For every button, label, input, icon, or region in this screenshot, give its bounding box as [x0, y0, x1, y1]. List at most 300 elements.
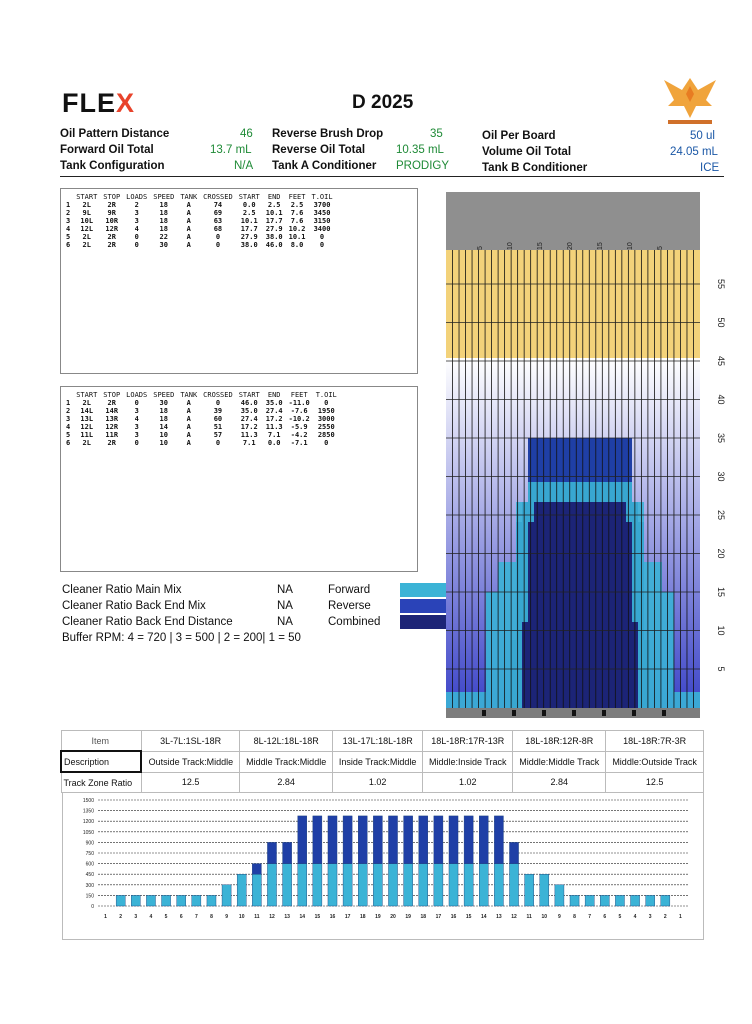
table-cell: 2R: [107, 241, 116, 249]
table-cell: 3: [134, 431, 139, 439]
table-row: [63, 217, 336, 225]
forward-table-box: [60, 188, 418, 374]
x-tick-label: 15: [465, 914, 472, 920]
distance-label: 5: [716, 666, 726, 672]
table-cell: 10: [159, 431, 168, 439]
tank-a-label: Tank A Conditioner: [272, 160, 377, 172]
table-cell: 1: [66, 201, 71, 209]
chart-bar-series-0: [631, 895, 640, 906]
table-cell: 2: [66, 407, 71, 415]
table-cell: 5: [66, 233, 71, 241]
table-cell: 35.0: [240, 407, 258, 415]
table-cell: 2L: [82, 399, 91, 407]
table-row: [63, 225, 336, 233]
reverse-oil-value: 10.35 mL: [396, 144, 444, 156]
table-row: [63, 241, 336, 249]
table-cell: 17.2: [265, 415, 283, 423]
table-cell: 3: [66, 415, 71, 423]
chart-bar-series-0: [615, 895, 624, 906]
table-header: LOADS: [126, 391, 148, 399]
chart-bar-series-1: [267, 842, 276, 863]
dot-marker: [632, 710, 636, 716]
unoiled-backend-area: [446, 250, 700, 358]
oil-per-board-label: Oil Per Board: [482, 130, 556, 142]
zone-range: 18L-18R:17R-13R: [423, 731, 513, 752]
x-tick-label: 14: [480, 914, 487, 920]
chart-bar-series-0: [419, 864, 428, 906]
table-row: [63, 201, 336, 209]
table-cell: 10.1: [265, 209, 283, 217]
volume-oil-label: Volume Oil Total: [482, 146, 572, 158]
x-tick-label: 5: [164, 914, 168, 920]
table-cell: 27.4: [265, 407, 283, 415]
distance-label: 30: [716, 471, 726, 482]
zone-description: Middle:Inside Track: [423, 751, 513, 772]
volume-oil-value: 24.05 mL: [670, 146, 718, 158]
chart-bar-series-0: [177, 895, 186, 906]
chart-bar-series-0: [192, 895, 201, 906]
x-tick-label: 3: [648, 914, 652, 920]
table-cell: 2R: [107, 201, 116, 209]
table-cell: 2.5: [267, 201, 281, 209]
table-cell: A: [186, 415, 191, 423]
y-tick-label: 1350: [82, 808, 94, 815]
tank-b-value: ICE: [700, 162, 720, 174]
chart-frame: [63, 793, 704, 940]
table-cell: 7.6: [290, 217, 304, 225]
chart-bar-series-1: [494, 816, 503, 864]
table-header: START: [76, 391, 98, 399]
zone-description: Inside Track:Middle: [333, 751, 423, 772]
table-row: [63, 399, 340, 407]
table-cell: A: [186, 431, 191, 439]
x-tick-label: 19: [405, 914, 411, 920]
chart-bar-series-0: [540, 874, 549, 906]
x-tick-label: 9: [558, 914, 561, 920]
zone-ratio: 1.02: [423, 772, 513, 793]
chart-bar-series-0: [646, 895, 655, 906]
table-row: [63, 439, 340, 447]
y-tick-label: 900: [85, 840, 94, 847]
chart-bar-series-1: [313, 816, 322, 864]
x-tick-label: 19: [375, 914, 381, 920]
tank-config-value: N/A: [234, 160, 254, 172]
forward-table: [63, 193, 336, 249]
y-tick-label: 0: [91, 904, 94, 910]
chart-bar-series-0: [555, 885, 564, 906]
chart-bar-series-0: [479, 864, 488, 906]
table-cell: 13L: [80, 415, 94, 423]
zone-description: Middle Track:Middle: [240, 751, 333, 772]
chart-bar-series-0: [661, 895, 670, 906]
table-cell: 18: [159, 407, 168, 415]
table-cell: A: [186, 201, 191, 209]
table-cell: 2: [66, 209, 71, 217]
table-header: LOADS: [126, 193, 148, 201]
pindeck-area: [446, 192, 700, 250]
zone-range: 3L-7L:1SL-18R: [141, 731, 239, 752]
table-cell: 7.1: [242, 439, 256, 447]
tank-config-label: Tank Configuration: [60, 160, 165, 172]
table-cell: 12R: [105, 225, 119, 233]
table-cell: 2R: [107, 399, 116, 407]
x-tick-label: 15: [314, 914, 321, 920]
table-cell: 9L: [82, 209, 91, 217]
table-cell: 0: [319, 241, 325, 249]
table-header: SPEED: [153, 391, 175, 399]
table-cell: 30: [159, 241, 168, 249]
table-cell: 12L: [80, 423, 94, 431]
tank-b-label: Tank B Conditioner: [482, 162, 588, 174]
x-tick-label: 8: [573, 914, 576, 920]
table-cell: 12L: [80, 225, 94, 233]
oil-pattern-distance-value: 46: [240, 128, 253, 140]
table-row: [63, 407, 340, 415]
chart-bar-series-0: [570, 895, 579, 906]
table-cell: 2R: [107, 439, 116, 447]
arrow-label: 15: [597, 242, 604, 250]
dot-marker: [542, 710, 546, 716]
x-tick-label: 7: [588, 914, 592, 920]
table-cell: 14: [159, 423, 168, 431]
zone-description: Outside Track:Middle: [141, 751, 239, 772]
table-cell: 30: [159, 399, 168, 407]
table-cell: 51: [213, 423, 223, 431]
x-tick-label: 17: [435, 914, 442, 920]
table-cell: 4: [66, 225, 71, 233]
x-tick-label: 16: [450, 914, 457, 920]
dot-marker: [572, 710, 576, 716]
table-cell: 3: [134, 217, 139, 225]
zone-ratio: 2.84: [513, 772, 606, 793]
table-cell: 17.2: [240, 423, 258, 431]
back-end-distance-label: Cleaner Ratio Back End Distance: [62, 616, 233, 628]
forward-oil-label: Forward Oil Total: [60, 144, 154, 156]
distance-label: 35: [716, 432, 726, 444]
table-cell: 10R: [105, 217, 119, 225]
x-tick-label: 9: [225, 914, 228, 920]
x-tick-label: 18: [359, 914, 366, 920]
table-cell: 2L: [82, 439, 91, 447]
description-header: Description: [61, 751, 141, 772]
chart-bar-series-0: [343, 864, 352, 906]
table-cell: 3: [66, 217, 71, 225]
table-cell: 38.0: [265, 233, 283, 241]
chart-bar-series-1: [252, 864, 261, 875]
table-cell: 6: [66, 439, 71, 447]
zone-description: Middle:Middle Track: [513, 751, 606, 772]
table-cell: 27.9: [240, 233, 258, 241]
chart-bar-series-1: [449, 816, 458, 864]
table-cell: 0: [324, 439, 329, 447]
reverse-oil-label: Reverse Oil Total: [272, 144, 366, 156]
y-tick-label: 1200: [82, 819, 94, 826]
table-cell: 1950: [317, 407, 335, 415]
table-cell: 63: [213, 217, 223, 225]
legend-combined-swatch: [400, 615, 450, 629]
x-tick-label: 10: [541, 914, 548, 920]
reverse-table-box: [60, 386, 418, 572]
chart-bar-series-0: [388, 864, 397, 906]
x-tick-label: 6: [179, 914, 183, 920]
reverse-brush-label: Reverse Brush Drop: [272, 128, 384, 140]
x-tick-label: 3: [134, 914, 138, 920]
chart-bar-series-0: [494, 864, 503, 906]
chart-bar-series-0: [600, 895, 609, 906]
table-cell: -7.1: [290, 439, 308, 447]
table-row: [63, 431, 340, 439]
table-cell: -7.6: [290, 407, 308, 415]
distance-label: 15: [716, 586, 726, 598]
chart-bar-series-1: [419, 816, 428, 864]
x-tick-label: 17: [344, 914, 351, 920]
track-zone-table: [60, 730, 704, 793]
distance-label: 45: [716, 355, 726, 367]
table-cell: 14R: [105, 407, 119, 415]
table-cell: 0.0: [267, 439, 281, 447]
table-cell: -4.2: [290, 431, 308, 439]
table-header: START: [238, 193, 260, 201]
x-tick-label: 2: [119, 914, 123, 920]
table-header: FEET: [290, 391, 308, 399]
table-cell: 3: [134, 423, 139, 431]
chart-bar-series-0: [585, 895, 594, 906]
table-header: [63, 391, 73, 399]
table-cell: A: [186, 423, 191, 431]
chart-bar-series-0: [464, 864, 473, 906]
x-tick-label: 7: [194, 914, 198, 920]
x-tick-label: 4: [633, 914, 637, 920]
page-title: D 2025: [352, 92, 414, 113]
table-header: T.OIL: [315, 391, 337, 399]
table-cell: 57: [213, 431, 223, 439]
chart-bar-series-0: [404, 864, 413, 906]
table-cell: A: [186, 225, 191, 233]
table-cell: 2550: [317, 423, 335, 431]
distance-label: 20: [716, 548, 726, 559]
x-tick-label: 1: [679, 914, 682, 920]
zone-range: 18L-18R:12R-8R: [513, 731, 606, 752]
tank-a-value: PRODIGY: [396, 160, 450, 172]
chart-bar-series-0: [222, 885, 231, 906]
legend-forward-label: Forward: [328, 584, 371, 596]
table-header: CROSSED: [203, 391, 233, 399]
chart-bar-series-0: [116, 895, 125, 906]
table-cell: 0: [319, 233, 325, 241]
table-header: START: [76, 193, 98, 201]
table-cell: 18: [159, 217, 168, 225]
x-tick-label: 8: [210, 914, 213, 920]
arrow-label: 5: [477, 246, 484, 250]
table-cell: 9R: [107, 209, 116, 217]
dot-marker: [512, 710, 516, 716]
x-tick-label: 6: [603, 914, 607, 920]
chart-bar-series-0: [373, 864, 382, 906]
table-header: START: [238, 391, 260, 399]
table-header: T.OIL: [311, 193, 333, 201]
table-cell: -5.9: [290, 423, 308, 431]
zone-ratio: 1.02: [333, 772, 423, 793]
arrow-label: 10: [507, 242, 514, 250]
table-header: CROSSED: [203, 193, 233, 201]
table-cell: 0: [215, 399, 221, 407]
table-cell: 11.3: [265, 423, 283, 431]
table-cell: 39: [213, 407, 223, 415]
chart-bar-series-0: [313, 864, 322, 906]
table-cell: 60: [213, 415, 223, 423]
table-cell: A: [186, 217, 191, 225]
table-cell: 2R: [107, 233, 116, 241]
ratio-header: Track Zone Ratio: [61, 772, 141, 793]
x-tick-label: 20: [390, 914, 396, 920]
chart-bar-series-0: [434, 864, 443, 906]
table-cell: 10: [159, 439, 168, 447]
distance-label: 10: [716, 625, 726, 636]
table-cell: A: [186, 407, 191, 415]
back-end-mix-value: NA: [277, 600, 293, 612]
table-cell: 18: [159, 415, 168, 423]
table-cell: 3400: [313, 225, 331, 233]
distance-label: 50: [716, 317, 726, 328]
combined-oil-shape: [522, 502, 638, 708]
chart-bar-series-0: [509, 864, 518, 906]
table-cell: 5: [66, 431, 71, 439]
chart-bar-series-1: [298, 816, 307, 864]
oil-per-board-value: 50 ul: [690, 130, 715, 142]
table-header: END: [267, 193, 281, 201]
chart-bar-series-0: [328, 864, 337, 906]
table-cell: 22: [159, 233, 168, 241]
legend-combined-label: Combined: [328, 616, 381, 628]
table-cell: 0.0: [242, 201, 256, 209]
table-cell: A: [186, 241, 191, 249]
table-cell: A: [186, 399, 191, 407]
reverse-table: [63, 391, 340, 447]
x-tick-label: 10: [238, 914, 245, 920]
arrow-label: 5: [657, 246, 664, 250]
x-tick-label: 13: [496, 914, 502, 920]
chart-bar-series-1: [343, 816, 352, 864]
eagle-logo-icon: [660, 72, 720, 127]
table-row: [63, 423, 340, 431]
oil-pattern-distance-label: Oil Pattern Distance: [60, 128, 170, 140]
table-cell: 18: [159, 225, 168, 233]
table-row: [63, 233, 336, 241]
table-cell: 68: [213, 225, 223, 233]
table-cell: 0: [134, 233, 139, 241]
chart-bar-series-1: [404, 816, 413, 864]
table-cell: 10.1: [240, 217, 258, 225]
table-cell: 13R: [105, 415, 119, 423]
main-mix-label: Cleaner Ratio Main Mix: [62, 584, 182, 596]
table-cell: 7.6: [290, 209, 304, 217]
table-cell: 74: [213, 201, 223, 209]
table-cell: 0: [134, 399, 139, 407]
table-cell: 27.9: [265, 225, 283, 233]
table-cell: 2.5: [242, 209, 256, 217]
legend-forward-swatch: [400, 583, 450, 597]
table-cell: 1: [66, 399, 71, 407]
table-cell: 17.7: [240, 225, 258, 233]
dot-marker: [662, 710, 666, 716]
table-cell: 11.3: [240, 431, 258, 439]
chart-bar-series-0: [207, 895, 216, 906]
chart-bar-series-1: [358, 816, 367, 864]
table-cell: A: [186, 209, 191, 217]
table-cell: 3700: [313, 201, 331, 209]
table-cell: 10L: [80, 217, 94, 225]
chart-bar-series-1: [509, 842, 518, 863]
chart-bar-series-0: [525, 874, 534, 906]
oil-distribution-chart: [62, 792, 704, 940]
table-cell: 46.0: [265, 241, 283, 249]
table-cell: 2850: [317, 431, 335, 439]
table-cell: 2L: [82, 241, 91, 249]
x-tick-label: 13: [284, 914, 290, 920]
table-cell: 4: [134, 225, 139, 233]
chart-bar-series-0: [298, 864, 307, 906]
forward-oil-value: 13.7 mL: [210, 144, 252, 156]
y-tick-label: 1050: [82, 829, 94, 836]
table-cell: 3000: [317, 415, 335, 423]
table-header: STOP: [103, 193, 121, 201]
table-cell: -11.0: [288, 399, 310, 407]
chart-bar-series-0: [146, 895, 155, 906]
x-tick-label: 12: [511, 914, 517, 920]
table-cell: 4: [66, 423, 71, 431]
table-cell: 18: [159, 209, 168, 217]
table-cell: 38.0: [240, 241, 258, 249]
back-end-distance-value: NA: [277, 616, 293, 628]
table-header: TANK: [180, 193, 198, 201]
zone-range: 8L-12L:18L-18R: [240, 731, 333, 752]
table-header: TANK: [180, 391, 198, 399]
table-cell: 4: [134, 415, 139, 423]
table-cell: 2L: [82, 233, 91, 241]
table-cell: 6: [66, 241, 71, 249]
table-cell: 11L: [80, 431, 94, 439]
table-cell: 35.0: [265, 399, 283, 407]
table-cell: 2.5: [290, 201, 304, 209]
table-cell: 0: [134, 439, 139, 447]
y-tick-label: 450: [85, 872, 94, 879]
table-cell: 2L: [82, 201, 91, 209]
table-cell: 11R: [105, 431, 119, 439]
table-cell: 2: [134, 201, 139, 209]
y-tick-label: 150: [85, 893, 94, 900]
chart-bar-series-0: [283, 864, 292, 906]
zone-ratio: 2.84: [240, 772, 333, 793]
table-cell: 0: [215, 439, 221, 447]
table-cell: 3150: [313, 217, 331, 225]
zone-range: 13L-17L:18L-18R: [333, 731, 423, 752]
table-cell: 18: [159, 201, 168, 209]
main-mix-value: NA: [277, 584, 293, 596]
chart-bar-series-1: [464, 816, 473, 864]
arrow-label: 20: [567, 242, 574, 250]
legend-reverse-label: Reverse: [328, 600, 371, 612]
table-header: STOP: [103, 391, 121, 399]
x-tick-label: 11: [526, 914, 532, 920]
dot-marker: [482, 710, 486, 716]
table-cell: 3: [134, 209, 139, 217]
table-cell: A: [186, 233, 191, 241]
y-tick-label: 600: [85, 861, 94, 868]
table-cell: -10.2: [288, 415, 310, 423]
x-tick-label: 18: [420, 914, 427, 920]
x-tick-label: 5: [618, 914, 622, 920]
chart-bar-series-1: [283, 842, 292, 863]
